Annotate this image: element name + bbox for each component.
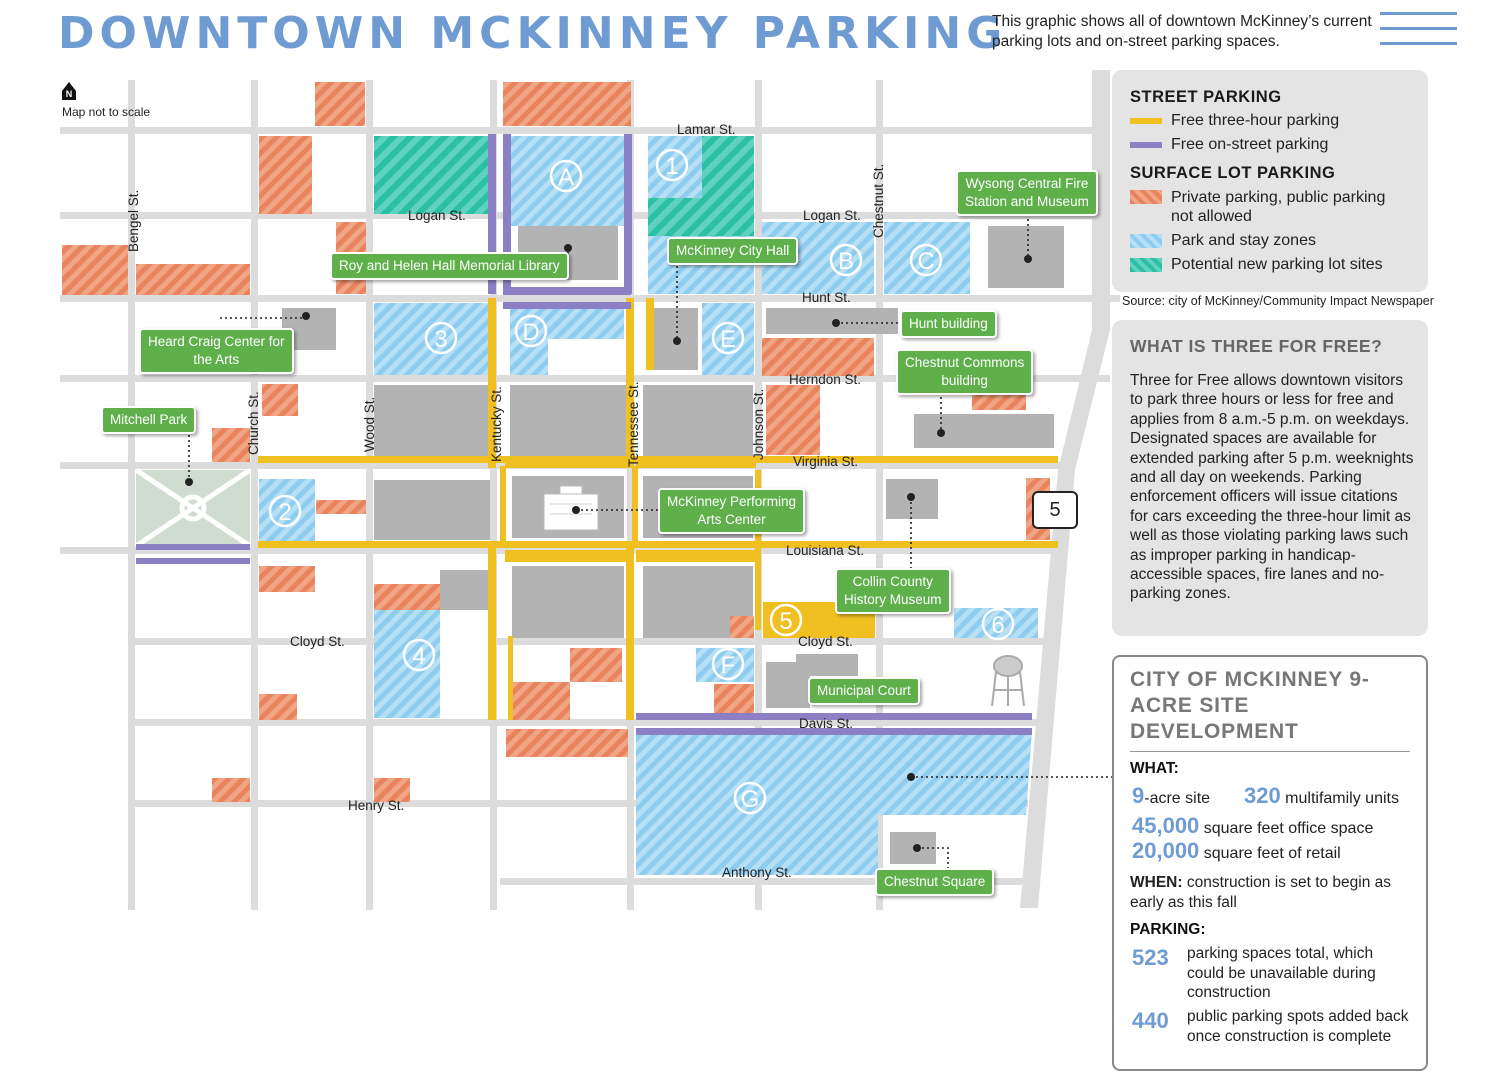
- svg-text:2: 2: [278, 499, 292, 526]
- svg-text:5: 5: [779, 608, 793, 635]
- street-label-cloyd-west: Cloyd St.: [290, 634, 345, 649]
- three-for-free-body: Three for Free allows downtown visitors to park three hours or less for free and applies from 8 a.m.-5 p.m. on weekdays. Designated spaces are available for extended parking after 5 p.m. weeknights and all day on weekends. Parking enforcement officers will issue citations for cars exceeding the three-hour limit as well as those violating parking laws such as improper parking in handicap-accessible spaces, fire lanes and no-parking zones.: [1130, 372, 1414, 603]
- street-label-kentucky: Kentucky St.: [489, 386, 504, 462]
- lot-5-box: 5: [1032, 491, 1078, 529]
- callout-heard-craig-center[interactable]: Heard Craig Center for the Arts: [139, 328, 294, 374]
- stat-acres: 9-acre site: [1132, 783, 1211, 808]
- street-label-church: Church St.: [246, 391, 261, 455]
- three-for-free-panel: [1112, 320, 1428, 636]
- svg-text:B: B: [837, 248, 855, 275]
- callout-city-hall[interactable]: McKinney City Hall: [667, 237, 798, 265]
- svg-text:A: A: [557, 164, 575, 191]
- blue-hatch-swatch: [1130, 234, 1162, 248]
- svg-text:F: F: [720, 652, 736, 679]
- empty-block: [548, 339, 624, 375]
- street-label-wood: Wood St.: [362, 396, 377, 452]
- parking-label: PARKING:: [1130, 921, 1206, 938]
- street-label-cloyd-east: Cloyd St.: [798, 634, 853, 649]
- callout-wysong-fire-station[interactable]: Wysong Central Fire Station and Museum: [956, 170, 1098, 216]
- stat-parking-523-num: 523: [1132, 945, 1169, 970]
- legend-item-free-street: Free on-street parking: [1130, 136, 1328, 154]
- legend-item-new-lot: Potential new parking lot sites: [1130, 256, 1383, 274]
- svg-text:G: G: [740, 786, 760, 813]
- street-label-herndon: Herndon St.: [789, 372, 862, 387]
- stat-parking-440-num: 440: [1132, 1008, 1169, 1033]
- development-heading: CITY OF MCKINNEY 9-ACRE SITE DEVELOPMENT: [1130, 668, 1370, 743]
- street-label-tennessee: Tennessee St.: [626, 381, 641, 467]
- callout-hunt-building[interactable]: Hunt building: [900, 310, 997, 338]
- stat-retail: 20,000 square feet of retail: [1132, 838, 1341, 863]
- source-note: Source: city of McKinney/Community Impact Newspaper: [1122, 294, 1434, 308]
- svg-text:4: 4: [412, 643, 426, 670]
- street-label-hunt: Hunt St.: [802, 290, 851, 305]
- callout-municipal-court[interactable]: Municipal Court: [808, 677, 920, 705]
- svg-text:1: 1: [665, 153, 679, 180]
- street-label-virginia: Virginia St.: [793, 454, 859, 469]
- callout-collin-county-museum[interactable]: Collin County History Museum: [835, 568, 951, 614]
- legend-item-park-stay: Park and stay zones: [1130, 232, 1316, 250]
- legend-item-three-hour: Free three-hour parking: [1130, 112, 1339, 130]
- callout-mitchell-park[interactable]: Mitchell Park: [101, 406, 196, 434]
- three-for-free-heading: WHAT IS THREE FOR FREE?: [1130, 336, 1383, 356]
- empty-block: [440, 672, 490, 718]
- stat-units: 320 multifamily units: [1244, 783, 1399, 808]
- orange-hatch-swatch: [1130, 190, 1162, 204]
- yellow-line-swatch: [1130, 118, 1162, 124]
- when-text: WHEN: construction is set to begin as early as this fall: [1130, 874, 1392, 911]
- page-title: DOWNTOWN MCKINNEY PARKING: [58, 8, 1008, 59]
- callout-chestnut-commons[interactable]: Chestnut Commons building: [896, 349, 1033, 395]
- mitchell-park: [136, 470, 250, 546]
- what-label: WHAT:: [1130, 760, 1179, 777]
- legend-lot-heading: SURFACE LOT PARKING: [1130, 164, 1336, 182]
- svg-text:N: N: [65, 89, 73, 99]
- purple-line-swatch: [1130, 142, 1162, 148]
- north-arrow-icon: [62, 82, 76, 100]
- street-label-bengel: Bengel St.: [126, 189, 141, 252]
- development-panel: [1112, 655, 1428, 1071]
- svg-text:C: C: [917, 248, 935, 275]
- street-label-anthony: Anthony St.: [722, 865, 792, 880]
- street-label-lamar: Lamar St.: [677, 122, 736, 137]
- callout-chestnut-square[interactable]: Chestnut Square: [875, 868, 994, 896]
- legend-panel: [1112, 70, 1428, 292]
- divider: [1130, 751, 1410, 752]
- menu-icon[interactable]: [1380, 12, 1457, 57]
- street-label-henry: Henry St.: [348, 798, 405, 813]
- street-label-davis: Davis St.: [799, 716, 854, 731]
- legend-item-private: Private parking, public parking not allowed: [1130, 188, 1410, 226]
- callout-performing-arts-center[interactable]: McKinney Performing Arts Center: [658, 488, 805, 534]
- legend-street-heading: STREET PARKING: [1130, 88, 1282, 106]
- teal-hatch-swatch: [1130, 258, 1162, 272]
- stat-parking-440-text: public parking spots added back once construction is complete: [1187, 1008, 1409, 1045]
- street-label-logan-west: Logan St.: [408, 208, 466, 223]
- svg-text:D: D: [522, 319, 540, 346]
- street-label-johnson: Johnson St.: [751, 388, 766, 460]
- street-label-chestnut: Chestnut St.: [871, 163, 886, 238]
- map-scale-note: Map not to scale: [62, 105, 151, 119]
- svg-text:6: 6: [991, 612, 1005, 639]
- callout-library[interactable]: Roy and Helen Hall Memorial Library: [330, 252, 569, 280]
- water-tower-icon: [992, 656, 1024, 706]
- stat-office: 45,000 square feet office space: [1132, 813, 1374, 838]
- street-label-logan-east: Logan St.: [803, 208, 861, 223]
- stat-parking-523-text: parking spaces total, which could be unavailable during construction: [1187, 945, 1376, 1001]
- svg-text:E: E: [719, 326, 737, 353]
- svg-text:3: 3: [434, 326, 448, 353]
- street-label-louisiana: Louisiana St.: [786, 543, 865, 558]
- page-subtitle: This graphic shows all of downtown McKinney’s current parking lots and on-street parking spaces.: [992, 13, 1372, 50]
